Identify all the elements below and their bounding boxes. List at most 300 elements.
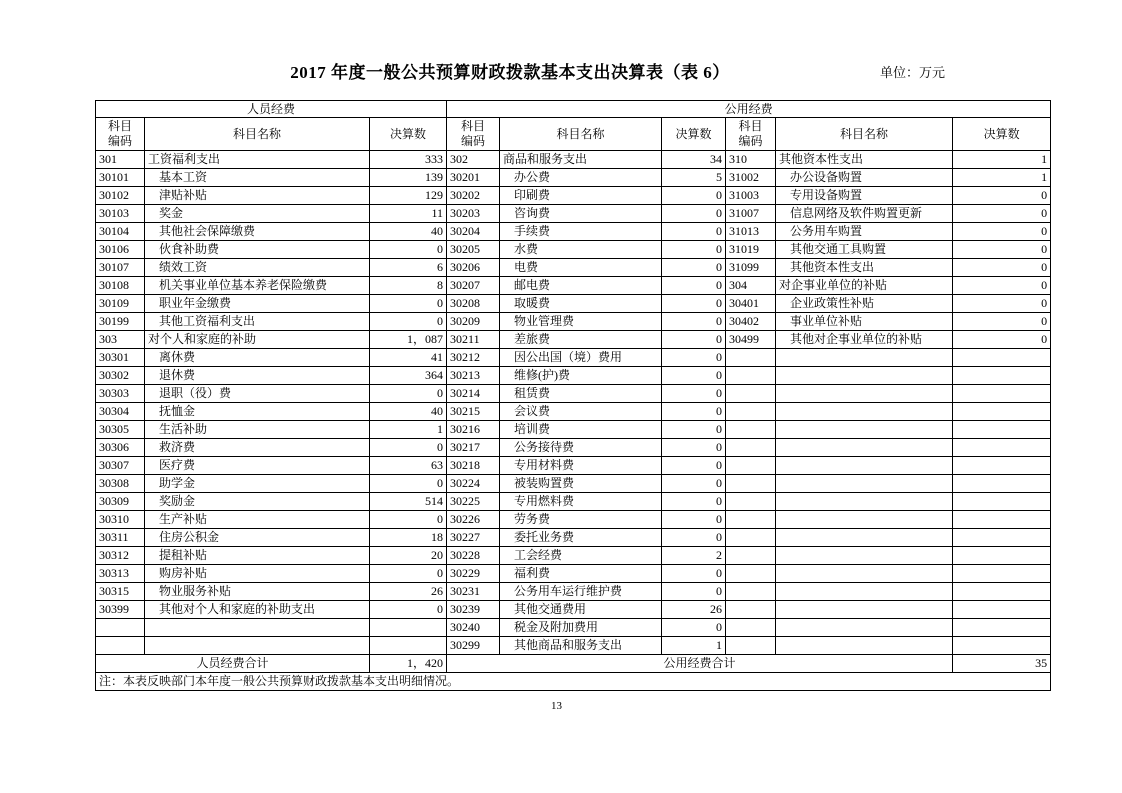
cell-code: 30215 (447, 403, 500, 421)
table-row (96, 151, 1051, 169)
cell-code: 30204 (447, 223, 500, 241)
cell-name: 奖励金 (145, 493, 370, 511)
cell-code: 30240 (447, 619, 500, 637)
cell-code: 30229 (447, 565, 500, 583)
table-row (96, 637, 1051, 655)
cell-amount: 0 (370, 439, 447, 457)
cell-amount: 0 (662, 421, 726, 439)
table-note: 注：本表反映部门本年度一般公共预算财政拨款基本支出明细情况。 (96, 673, 1051, 691)
cell-amount (953, 475, 1051, 493)
cell-name: 助学金 (145, 475, 370, 493)
cell-name (145, 619, 370, 637)
table-row (96, 511, 1051, 529)
table-row (96, 277, 1051, 295)
cell-name: 专用设备购置 (776, 187, 953, 205)
cell-name: 邮电费 (500, 277, 662, 295)
cell-amount: 63 (370, 457, 447, 475)
cell-name (776, 475, 953, 493)
cell-code: 31007 (726, 205, 776, 223)
header-amount: 决算数 (662, 118, 726, 151)
cell-amount: 20 (370, 547, 447, 565)
cell-amount: 0 (662, 565, 726, 583)
cell-amount: 0 (662, 331, 726, 349)
column-header-row (96, 118, 1051, 151)
cell-name: 对个人和家庭的补助 (145, 331, 370, 349)
cell-name: 绩效工资 (145, 259, 370, 277)
cell-amount (370, 619, 447, 637)
cell-code: 30307 (96, 457, 145, 475)
cell-name (776, 583, 953, 601)
cell-name: 退职（役）费 (145, 385, 370, 403)
cell-amount: 0 (370, 295, 447, 313)
cell-code: 30228 (447, 547, 500, 565)
header-name: 科目名称 (145, 118, 370, 151)
cell-amount: 0 (953, 205, 1051, 223)
cell-name: 公务用车运行维护费 (500, 583, 662, 601)
cell-name (776, 439, 953, 457)
cell-name: 其他资本性支出 (776, 259, 953, 277)
cell-name: 公务接待费 (500, 439, 662, 457)
cell-amount: 0 (953, 241, 1051, 259)
cell-code: 30109 (96, 295, 145, 313)
cell-code: 30206 (447, 259, 500, 277)
cell-code: 30401 (726, 295, 776, 313)
cell-amount: 6 (370, 259, 447, 277)
cell-name: 专用燃料费 (500, 493, 662, 511)
cell-name: 救济费 (145, 439, 370, 457)
cell-amount (953, 529, 1051, 547)
cell-amount: 333 (370, 151, 447, 169)
public-total-label: 公用经费合计 (447, 655, 953, 673)
table-row (96, 205, 1051, 223)
cell-name: 咨询费 (500, 205, 662, 223)
header-code (726, 118, 776, 151)
cell-amount: 40 (370, 223, 447, 241)
cell-code (726, 475, 776, 493)
cell-amount: 1 (370, 421, 447, 439)
cell-code: 30214 (447, 385, 500, 403)
cell-code (726, 601, 776, 619)
cell-code (726, 367, 776, 385)
cell-code: 30102 (96, 187, 145, 205)
cell-name (776, 385, 953, 403)
personnel-total-label: 人员经费合计 (96, 655, 370, 673)
cell-code: 301 (96, 151, 145, 169)
cell-amount (953, 421, 1051, 439)
cell-name (776, 367, 953, 385)
cell-name: 抚恤金 (145, 403, 370, 421)
table-row (96, 349, 1051, 367)
group-personnel: 人员经费 (96, 101, 447, 118)
cell-amount: 2 (662, 547, 726, 565)
header-code-line: 编码 (461, 134, 486, 148)
cell-code: 30305 (96, 421, 145, 439)
cell-code: 30201 (447, 169, 500, 187)
cell-code: 31013 (726, 223, 776, 241)
cell-amount: 364 (370, 367, 447, 385)
header-code-line: 科目 (107, 119, 132, 133)
cell-code: 30107 (96, 259, 145, 277)
cell-name: 物业服务补贴 (145, 583, 370, 601)
table-row (96, 169, 1051, 187)
cell-code: 303 (96, 331, 145, 349)
cell-amount: 0 (662, 583, 726, 601)
cell-name: 职业年金缴费 (145, 295, 370, 313)
table-row (96, 421, 1051, 439)
cell-name: 企业政策性补贴 (776, 295, 953, 313)
cell-name: 差旅费 (500, 331, 662, 349)
cell-name: 手续费 (500, 223, 662, 241)
cell-code: 30239 (447, 601, 500, 619)
group-public: 公用经费 (447, 101, 1051, 118)
cell-name: 购房补贴 (145, 565, 370, 583)
cell-code: 30202 (447, 187, 500, 205)
cell-amount: 0 (953, 223, 1051, 241)
cell-name: 培训费 (500, 421, 662, 439)
cell-code: 30313 (96, 565, 145, 583)
cell-amount: 0 (953, 277, 1051, 295)
cell-name: 其他社会保障缴费 (145, 223, 370, 241)
cell-code: 30224 (447, 475, 500, 493)
cell-amount: 0 (370, 241, 447, 259)
cell-amount: 0 (953, 187, 1051, 205)
cell-amount (953, 385, 1051, 403)
cell-name: 提租补贴 (145, 547, 370, 565)
cell-code (96, 637, 145, 655)
cell-amount: 0 (662, 475, 726, 493)
table-row (96, 493, 1051, 511)
cell-amount (953, 367, 1051, 385)
table-row (96, 547, 1051, 565)
cell-code: 30207 (447, 277, 500, 295)
cell-amount: 0 (953, 313, 1051, 331)
cell-name: 租赁费 (500, 385, 662, 403)
header-code (96, 118, 145, 151)
cell-amount (953, 601, 1051, 619)
table-row (96, 403, 1051, 421)
cell-name: 其他工资福利支出 (145, 313, 370, 331)
public-total-amount: 35 (953, 655, 1051, 673)
cell-name: 水费 (500, 241, 662, 259)
cell-code: 30218 (447, 457, 500, 475)
cell-name: 信息网络及软件购置更新 (776, 205, 953, 223)
cell-name (776, 421, 953, 439)
cell-code: 30299 (447, 637, 500, 655)
cell-name: 会议费 (500, 403, 662, 421)
cell-code: 30108 (96, 277, 145, 295)
cell-name: 其他对企事业单位的补贴 (776, 331, 953, 349)
cell-amount: 26 (370, 583, 447, 601)
cell-code: 30312 (96, 547, 145, 565)
cell-code: 31019 (726, 241, 776, 259)
cell-name: 委托业务费 (500, 529, 662, 547)
cell-name: 劳务费 (500, 511, 662, 529)
cell-name (776, 601, 953, 619)
cell-amount: 0 (662, 277, 726, 295)
cell-code: 30211 (447, 331, 500, 349)
cell-amount (953, 637, 1051, 655)
cell-name (776, 457, 953, 475)
cell-amount: 0 (662, 313, 726, 331)
cell-amount: 0 (953, 259, 1051, 277)
cell-name: 工会经费 (500, 547, 662, 565)
totals-row (96, 655, 1051, 673)
cell-amount (953, 439, 1051, 457)
cell-name: 生活补助 (145, 421, 370, 439)
cell-code: 30226 (447, 511, 500, 529)
cell-name (776, 619, 953, 637)
cell-amount: 34 (662, 151, 726, 169)
cell-amount: 0 (662, 205, 726, 223)
cell-code: 30203 (447, 205, 500, 223)
cell-amount: 1，087 (370, 331, 447, 349)
table-row (96, 331, 1051, 349)
header-code-line: 编码 (107, 134, 132, 148)
cell-amount: 8 (370, 277, 447, 295)
cell-amount: 41 (370, 349, 447, 367)
cell-amount (953, 511, 1051, 529)
cell-code: 30304 (96, 403, 145, 421)
cell-amount: 1 (953, 169, 1051, 187)
cell-name (145, 637, 370, 655)
cell-amount: 0 (370, 385, 447, 403)
cell-amount (953, 565, 1051, 583)
cell-code (726, 403, 776, 421)
cell-code: 302 (447, 151, 500, 169)
cell-amount: 0 (662, 457, 726, 475)
cell-code: 31002 (726, 169, 776, 187)
cell-amount: 129 (370, 187, 447, 205)
cell-amount: 0 (662, 619, 726, 637)
cell-name: 生产补贴 (145, 511, 370, 529)
cell-name: 税金及附加费用 (500, 619, 662, 637)
cell-code: 30302 (96, 367, 145, 385)
cell-amount: 0 (662, 439, 726, 457)
cell-amount: 40 (370, 403, 447, 421)
cell-name (776, 403, 953, 421)
page-number: 13 (551, 700, 562, 712)
unit-label: 单位：万元 (880, 65, 946, 80)
cell-code: 31099 (726, 259, 776, 277)
cell-name (776, 547, 953, 565)
cell-name: 奖金 (145, 205, 370, 223)
cell-amount: 0 (370, 475, 447, 493)
group-header-row (96, 101, 1051, 118)
header-amount: 决算数 (370, 118, 447, 151)
cell-amount: 0 (953, 331, 1051, 349)
table-row (96, 223, 1051, 241)
cell-amount (953, 583, 1051, 601)
cell-code: 30303 (96, 385, 145, 403)
cell-amount: 0 (662, 241, 726, 259)
cell-amount: 26 (662, 601, 726, 619)
cell-name: 其他交通费用 (500, 601, 662, 619)
cell-name (776, 529, 953, 547)
cell-amount: 0 (662, 493, 726, 511)
cell-amount (370, 637, 447, 655)
cell-name: 基本工资 (145, 169, 370, 187)
cell-code: 30301 (96, 349, 145, 367)
cell-name: 被装购置费 (500, 475, 662, 493)
cell-name: 电费 (500, 259, 662, 277)
cell-amount: 5 (662, 169, 726, 187)
cell-name: 办公设备购置 (776, 169, 953, 187)
cell-name: 印刷费 (500, 187, 662, 205)
cell-name: 其他对个人和家庭的补助支出 (145, 601, 370, 619)
table-row (96, 313, 1051, 331)
table-row (96, 187, 1051, 205)
cell-amount: 0 (662, 529, 726, 547)
table-row (96, 259, 1051, 277)
cell-code: 30209 (447, 313, 500, 331)
cell-code (726, 349, 776, 367)
cell-name: 医疗费 (145, 457, 370, 475)
cell-code (726, 583, 776, 601)
cell-code (726, 511, 776, 529)
cell-amount (953, 457, 1051, 475)
cell-amount: 514 (370, 493, 447, 511)
cell-amount: 0 (370, 313, 447, 331)
cell-code: 30104 (96, 223, 145, 241)
table-row (96, 601, 1051, 619)
table-row (96, 367, 1051, 385)
header-code-line: 科目 (461, 119, 486, 133)
cell-name: 专用材料费 (500, 457, 662, 475)
cell-code: 30399 (96, 601, 145, 619)
cell-amount: 0 (662, 349, 726, 367)
cell-code: 30227 (447, 529, 500, 547)
cell-amount: 0 (662, 223, 726, 241)
page-title: 2017 年度一般公共预算财政拨款基本支出决算表（表 6） (290, 63, 730, 82)
cell-amount: 18 (370, 529, 447, 547)
cell-code: 30199 (96, 313, 145, 331)
header-code (447, 118, 500, 151)
cell-name: 福利费 (500, 565, 662, 583)
header-name: 科目名称 (776, 118, 953, 151)
cell-code (726, 565, 776, 583)
cell-amount: 0 (662, 295, 726, 313)
cell-name (776, 511, 953, 529)
header-amount: 决算数 (953, 118, 1051, 151)
cell-name (776, 565, 953, 583)
cell-code: 30231 (447, 583, 500, 601)
note-row (96, 673, 1051, 691)
cell-code: 30315 (96, 583, 145, 601)
cell-amount: 1 (662, 637, 726, 655)
header-name: 科目名称 (500, 118, 662, 151)
cell-name: 机关事业单位基本养老保险缴费 (145, 277, 370, 295)
cell-code (726, 457, 776, 475)
cell-code: 30213 (447, 367, 500, 385)
cell-code (726, 529, 776, 547)
cell-code: 30216 (447, 421, 500, 439)
cell-code: 30106 (96, 241, 145, 259)
cell-code: 304 (726, 277, 776, 295)
cell-name: 工资福利支出 (145, 151, 370, 169)
cell-code (96, 619, 145, 637)
cell-code: 30308 (96, 475, 145, 493)
table-row (96, 457, 1051, 475)
cell-code: 30101 (96, 169, 145, 187)
cell-code: 30212 (447, 349, 500, 367)
cell-code: 30499 (726, 331, 776, 349)
cell-name: 其他资本性支出 (776, 151, 953, 169)
cell-code (726, 547, 776, 565)
header-code-line: 科目 (738, 119, 763, 133)
table-row (96, 295, 1051, 313)
cell-amount: 0 (662, 511, 726, 529)
cell-name (776, 637, 953, 655)
cell-amount (953, 493, 1051, 511)
cell-name: 事业单位补贴 (776, 313, 953, 331)
cell-amount: 0 (370, 565, 447, 583)
cell-name: 物业管理费 (500, 313, 662, 331)
table-row (96, 529, 1051, 547)
cell-amount: 0 (662, 259, 726, 277)
cell-name: 津贴补贴 (145, 187, 370, 205)
cell-amount: 139 (370, 169, 447, 187)
cell-name (776, 349, 953, 367)
cell-name: 公务用车购置 (776, 223, 953, 241)
cell-code (726, 385, 776, 403)
cell-code: 30205 (447, 241, 500, 259)
cell-amount: 0 (662, 187, 726, 205)
cell-code (726, 637, 776, 655)
cell-amount: 0 (662, 367, 726, 385)
cell-name: 办公费 (500, 169, 662, 187)
cell-code (726, 439, 776, 457)
cell-name: 因公出国（境）费用 (500, 349, 662, 367)
cell-amount: 11 (370, 205, 447, 223)
table-row (96, 385, 1051, 403)
cell-code: 30217 (447, 439, 500, 457)
cell-amount: 1 (953, 151, 1051, 169)
cell-name: 其他商品和服务支出 (500, 637, 662, 655)
cell-amount: 0 (662, 403, 726, 421)
cell-code: 30402 (726, 313, 776, 331)
cell-code: 30311 (96, 529, 145, 547)
cell-amount (953, 403, 1051, 421)
cell-amount: 0 (953, 295, 1051, 313)
cell-code: 31003 (726, 187, 776, 205)
cell-code: 30225 (447, 493, 500, 511)
cell-name: 伙食补助费 (145, 241, 370, 259)
cell-name: 住房公积金 (145, 529, 370, 547)
cell-name: 对企事业单位的补贴 (776, 277, 953, 295)
expenditure-table (95, 100, 1051, 691)
cell-amount (953, 547, 1051, 565)
cell-amount: 0 (662, 385, 726, 403)
header-code-line: 编码 (738, 134, 763, 148)
cell-name: 维修(护)费 (500, 367, 662, 385)
personnel-total-amount: 1，420 (370, 655, 447, 673)
table-row (96, 619, 1051, 637)
table-row (96, 583, 1051, 601)
cell-code: 30306 (96, 439, 145, 457)
cell-name: 退休费 (145, 367, 370, 385)
cell-code (726, 493, 776, 511)
cell-amount: 0 (370, 511, 447, 529)
table-row (96, 241, 1051, 259)
table-row (96, 439, 1051, 457)
cell-amount: 0 (370, 601, 447, 619)
cell-amount (953, 349, 1051, 367)
cell-name: 离休费 (145, 349, 370, 367)
cell-name: 取暖费 (500, 295, 662, 313)
cell-code (726, 619, 776, 637)
cell-code: 310 (726, 151, 776, 169)
cell-name: 商品和服务支出 (500, 151, 662, 169)
